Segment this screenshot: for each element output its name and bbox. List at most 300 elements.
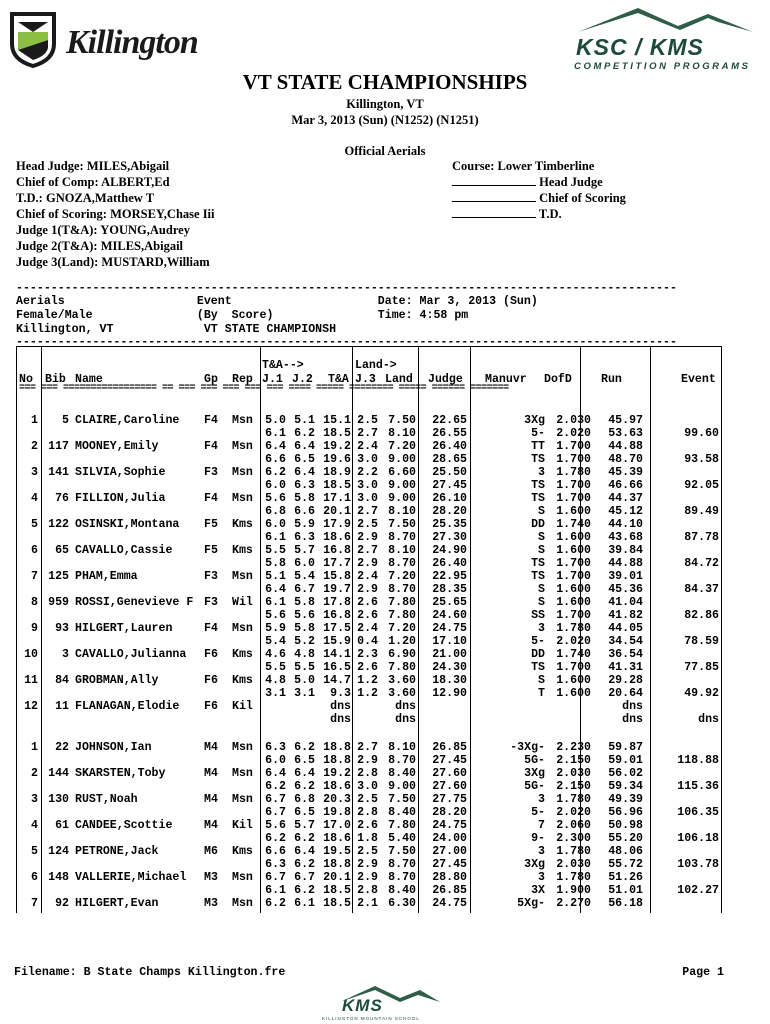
header-underline: === === ================= == === === === === === ==== ===== ======== ===== ====== ======= xyxy=(19,383,509,394)
run-judge: 24.60 xyxy=(432,609,467,622)
competitor-no: 10 xyxy=(24,648,38,661)
run-landsum: 1.20 xyxy=(388,635,416,648)
run-manuvr: T xyxy=(538,687,545,700)
run-j1: 6.1 xyxy=(265,884,286,897)
run-run: 45.36 xyxy=(608,583,643,596)
official-chief-of-scoring: Chief of Scoring: MORSEY,Chase Iii xyxy=(16,207,215,221)
run-landsum: dns xyxy=(395,700,416,713)
competitor-gp: F6 xyxy=(204,700,218,713)
run-tasum: 19.8 xyxy=(323,806,351,819)
run-dofd: 2.060 xyxy=(556,819,591,832)
competitor-event-score: 93.58 xyxy=(684,453,719,466)
header-judge: Judge xyxy=(428,373,463,386)
run-tasum: 14.1 xyxy=(323,648,351,661)
run-j2: 6.4 xyxy=(294,440,315,453)
run-run: dns xyxy=(622,700,643,713)
competitor-rep: Msn xyxy=(232,492,253,505)
run-manuvr: S xyxy=(538,544,545,557)
run-manuvr: 3 xyxy=(538,466,545,479)
run-landsum: 8.70 xyxy=(388,583,416,596)
run-tasum: 17.9 xyxy=(323,518,351,531)
run-tasum: 19.2 xyxy=(323,767,351,780)
run-landsum: 8.70 xyxy=(388,754,416,767)
run-manuvr: 5- xyxy=(531,806,545,819)
run-j1: 5.5 xyxy=(265,544,286,557)
competitor-event-score: 118.88 xyxy=(677,754,719,767)
run-tasum: 19.7 xyxy=(323,583,351,596)
competitor-rep: Msn xyxy=(232,414,253,427)
run-manuvr: 3Xg xyxy=(524,414,545,427)
run-manuvr: -3Xg- xyxy=(510,741,545,754)
run-tasum: 17.8 xyxy=(323,596,351,609)
run-j3: 2.9 xyxy=(357,871,378,884)
competitor-gp: F3 xyxy=(204,570,218,583)
run-judge: 26.55 xyxy=(432,427,467,440)
run-j2: 6.7 xyxy=(294,583,315,596)
run-j3: 2.8 xyxy=(357,767,378,780)
run-j1: 6.1 xyxy=(265,531,286,544)
header-j3: J.3 xyxy=(355,373,376,386)
run-dofd: 1.740 xyxy=(556,648,591,661)
signature-td: T.D. xyxy=(452,206,626,222)
run-tasum: 17.5 xyxy=(323,622,351,635)
header-manuvr: Manuvr xyxy=(485,373,527,386)
run-manuvr: 5- xyxy=(531,427,545,440)
run-tasum: 17.7 xyxy=(323,557,351,570)
run-manuvr: SS xyxy=(531,609,545,622)
run-j3: 2.7 xyxy=(357,544,378,557)
run-landsum: 7.20 xyxy=(388,622,416,635)
run-dofd: 1.600 xyxy=(556,674,591,687)
run-manuvr: DD xyxy=(531,648,545,661)
run-judge: 22.65 xyxy=(432,414,467,427)
run-j2: 6.4 xyxy=(294,845,315,858)
competitor-rep: Kms xyxy=(232,518,253,531)
run-j3: 2.4 xyxy=(357,570,378,583)
header-gp: Gp xyxy=(204,373,218,386)
competitor-rep: Msn xyxy=(232,466,253,479)
competitor-rep: Kms xyxy=(232,648,253,661)
run-j2: 5.4 xyxy=(294,570,315,583)
run-landsum: 8.70 xyxy=(388,858,416,871)
competitor-event-score: dns xyxy=(698,713,719,726)
run-run: 39.84 xyxy=(608,544,643,557)
competitor-bib: 959 xyxy=(48,596,69,609)
competitor-gp: F6 xyxy=(204,674,218,687)
run-run: 36.54 xyxy=(608,648,643,661)
run-manuvr: DD xyxy=(531,518,545,531)
run-j3: 1.2 xyxy=(357,687,378,700)
run-j2: 6.6 xyxy=(294,505,315,518)
meta-line-1: Aerials Event Date: Mar 3, 2013 (Sun) xyxy=(16,295,538,308)
run-dofd: 2.230 xyxy=(556,741,591,754)
signature-chief-of-scoring: Chief of Scoring xyxy=(452,190,626,206)
run-judge: 24.30 xyxy=(432,661,467,674)
ksc-kms-logo-text: KSC / KMS xyxy=(576,34,704,60)
competitor-bib: 148 xyxy=(48,871,69,884)
competitor-name: CAVALLO,Julianna xyxy=(75,648,187,661)
run-manuvr: TT xyxy=(531,440,545,453)
competitor-no: 7 xyxy=(31,570,38,583)
competitor-bib: 5 xyxy=(62,414,69,427)
competitor-no: 4 xyxy=(31,492,38,505)
run-j2: 5.9 xyxy=(294,518,315,531)
run-j3: 2.9 xyxy=(357,858,378,871)
run-judge: 28.80 xyxy=(432,871,467,884)
run-j3: 2.9 xyxy=(357,583,378,596)
event-name: Official Aerials xyxy=(344,144,426,158)
page-number: Page 1 xyxy=(682,966,724,979)
run-manuvr: TS xyxy=(531,570,545,583)
run-manuvr: 5G- xyxy=(524,754,545,767)
run-j1: 4.8 xyxy=(265,674,286,687)
run-dofd: 1.700 xyxy=(556,570,591,583)
competitor-rep: Msn xyxy=(232,741,253,754)
run-manuvr: 3X xyxy=(531,884,545,897)
run-j1: 6.1 xyxy=(265,596,286,609)
run-landsum: dns xyxy=(395,713,416,726)
run-dofd: 2.020 xyxy=(556,427,591,440)
run-dofd: 1.600 xyxy=(556,531,591,544)
run-judge: 26.85 xyxy=(432,741,467,754)
header-bib: Bib xyxy=(45,373,66,386)
run-j2: 5.8 xyxy=(294,492,315,505)
run-run: 44.10 xyxy=(608,518,643,531)
run-run: 59.87 xyxy=(608,741,643,754)
run-dofd: 1.900 xyxy=(556,884,591,897)
run-j1: 6.7 xyxy=(265,871,286,884)
competitor-name: PHAM,Emma xyxy=(75,570,138,583)
competitor-event-score: 99.60 xyxy=(684,427,719,440)
competitor-bib: 92 xyxy=(55,897,69,910)
competitor-rep: Msn xyxy=(232,897,253,910)
run-dofd: 2.300 xyxy=(556,832,591,845)
run-j3: 2.8 xyxy=(357,806,378,819)
header-no: No xyxy=(19,373,33,386)
run-manuvr: 5G- xyxy=(524,780,545,793)
header-name: Name xyxy=(75,373,103,386)
run-landsum: 9.00 xyxy=(388,780,416,793)
run-j2: 6.1 xyxy=(294,897,315,910)
run-run: 55.20 xyxy=(608,832,643,845)
run-manuvr: 7 xyxy=(538,819,545,832)
competitor-name: RUST,Noah xyxy=(75,793,138,806)
footer-filename: Filename: B State Champs Killington.fre xyxy=(14,966,286,979)
competitor-bib: 61 xyxy=(55,819,69,832)
run-j2: 6.4 xyxy=(294,466,315,479)
run-landsum: 6.90 xyxy=(388,648,416,661)
run-j1: 4.6 xyxy=(265,648,286,661)
run-dofd: 1.740 xyxy=(556,518,591,531)
run-dofd: 1.600 xyxy=(556,505,591,518)
run-judge: 26.10 xyxy=(432,492,467,505)
run-dofd: 2.150 xyxy=(556,754,591,767)
official-td: T.D.: GNOZA,Matthew T xyxy=(16,191,155,205)
run-landsum: 8.10 xyxy=(388,741,416,754)
run-run: 56.96 xyxy=(608,806,643,819)
header-land-group: Land-> xyxy=(355,359,397,372)
competitor-bib: 11 xyxy=(55,700,69,713)
run-j1: 5.4 xyxy=(265,635,286,648)
run-j3: 2.8 xyxy=(357,884,378,897)
competitor-gp: F4 xyxy=(204,492,218,505)
run-landsum: 6.30 xyxy=(388,897,416,910)
competitor-rep: Kil xyxy=(232,819,253,832)
run-landsum: 7.80 xyxy=(388,661,416,674)
run-j2: 6.2 xyxy=(294,884,315,897)
run-j3: 2.5 xyxy=(357,793,378,806)
run-run: 48.70 xyxy=(608,453,643,466)
run-j1: 6.0 xyxy=(265,479,286,492)
official-judge-2: Judge 2(T&A): MILES,Abigail xyxy=(16,239,184,253)
run-manuvr: TS xyxy=(531,479,545,492)
run-dofd: 1.600 xyxy=(556,583,591,596)
run-j1: 5.0 xyxy=(265,414,286,427)
killington-logo xyxy=(8,10,198,70)
competitor-rep: Msn xyxy=(232,871,253,884)
run-j1: 6.0 xyxy=(265,518,286,531)
run-j1: 6.4 xyxy=(265,583,286,596)
header-dofd: DofD xyxy=(544,373,572,386)
run-run: 46.66 xyxy=(608,479,643,492)
run-manuvr: TS xyxy=(531,453,545,466)
run-j1: 6.2 xyxy=(265,832,286,845)
run-dofd: 1.780 xyxy=(556,845,591,858)
run-j3: 2.1 xyxy=(357,897,378,910)
run-j2: 6.3 xyxy=(294,479,315,492)
killington-shield-icon xyxy=(8,10,58,68)
run-judge: 28.20 xyxy=(432,806,467,819)
run-dofd: 1.700 xyxy=(556,557,591,570)
run-landsum: 8.70 xyxy=(388,557,416,570)
run-run: 44.88 xyxy=(608,440,643,453)
run-tasum: 18.5 xyxy=(323,897,351,910)
competitor-name: CAVALLO,Cassie xyxy=(75,544,173,557)
official-judge-3: Judge 3(Land): MUSTARD,William xyxy=(16,255,210,269)
run-j1: 5.1 xyxy=(265,570,286,583)
run-j2: 6.5 xyxy=(294,806,315,819)
run-judge: 28.20 xyxy=(432,505,467,518)
competitor-bib: 84 xyxy=(55,674,69,687)
competitor-bib: 93 xyxy=(55,622,69,635)
run-judge: 28.65 xyxy=(432,453,467,466)
meta-line-3: Killington, VT VT STATE CHAMPIONSH xyxy=(16,323,337,336)
run-j1: 6.6 xyxy=(265,845,286,858)
header-ta-group: T&A--> xyxy=(262,359,304,372)
competitor-event-score: 102.27 xyxy=(677,884,719,897)
competitor-no: 6 xyxy=(31,871,38,884)
competitor-gp: F6 xyxy=(204,648,218,661)
run-manuvr: 5Xg- xyxy=(517,897,545,910)
run-landsum: 5.40 xyxy=(388,832,416,845)
competitor-rep: Kil xyxy=(232,700,253,713)
run-j2: 6.7 xyxy=(294,871,315,884)
page-title: VT STATE CHAMPIONSHIPS xyxy=(242,70,528,94)
run-j1: 6.4 xyxy=(265,440,286,453)
run-j3: 2.7 xyxy=(357,427,378,440)
run-j2: 5.8 xyxy=(294,622,315,635)
run-j3: 2.2 xyxy=(357,466,378,479)
competitor-name: HILGERT,Lauren xyxy=(75,622,173,635)
competitor-rep: Msn xyxy=(232,793,253,806)
run-tasum: 18.8 xyxy=(323,741,351,754)
run-judge: 27.75 xyxy=(432,793,467,806)
run-manuvr: S xyxy=(538,583,545,596)
run-j1: 5.6 xyxy=(265,609,286,622)
run-landsum: 7.80 xyxy=(388,596,416,609)
run-landsum: 9.00 xyxy=(388,479,416,492)
run-judge: 26.85 xyxy=(432,884,467,897)
competitor-no: 7 xyxy=(31,897,38,910)
run-dofd: 2.030 xyxy=(556,767,591,780)
run-judge: 27.60 xyxy=(432,780,467,793)
run-manuvr: S xyxy=(538,596,545,609)
run-dofd: 1.780 xyxy=(556,466,591,479)
run-run: 45.97 xyxy=(608,414,643,427)
run-run: 56.02 xyxy=(608,767,643,780)
run-j1: 6.3 xyxy=(265,741,286,754)
run-run: 59.34 xyxy=(608,780,643,793)
run-j2: 5.1 xyxy=(294,414,315,427)
divider-bottom: ----------------------------------------------------------------------------------------------- xyxy=(16,336,677,349)
run-tasum: 14.7 xyxy=(323,674,351,687)
competitor-event-score: 49.92 xyxy=(684,687,719,700)
competitor-gp: M6 xyxy=(204,845,218,858)
run-landsum: 8.40 xyxy=(388,806,416,819)
run-manuvr: 3Xg xyxy=(524,767,545,780)
run-judge: 18.30 xyxy=(432,674,467,687)
run-landsum: 8.70 xyxy=(388,871,416,884)
run-manuvr: 3 xyxy=(538,793,545,806)
run-landsum: 7.80 xyxy=(388,819,416,832)
competitor-gp: F4 xyxy=(204,622,218,635)
competitor-rep: Msn xyxy=(232,570,253,583)
run-run: 45.39 xyxy=(608,466,643,479)
run-j3: 2.4 xyxy=(357,622,378,635)
header-land-sum: Land xyxy=(385,373,413,386)
run-j2: 5.0 xyxy=(294,674,315,687)
competitor-name: SILVIA,Sophie xyxy=(75,466,166,479)
competitor-no: 3 xyxy=(31,466,38,479)
run-judge: 12.90 xyxy=(432,687,467,700)
run-tasum: 15.1 xyxy=(323,414,351,427)
course-name: Course: Lower Timberline xyxy=(452,159,595,173)
kms-logo-sub: KILLINGTON MOUNTAIN SCHOOL xyxy=(322,1016,420,1021)
competitor-bib: 117 xyxy=(48,440,69,453)
competitor-bib: 141 xyxy=(48,466,69,479)
course-block xyxy=(452,158,626,222)
run-run: 43.68 xyxy=(608,531,643,544)
competitor-event-score: 84.37 xyxy=(684,583,719,596)
run-run: 51.26 xyxy=(608,871,643,884)
run-j2: 6.2 xyxy=(294,741,315,754)
run-tasum: 18.9 xyxy=(323,466,351,479)
run-j3: 1.8 xyxy=(357,832,378,845)
competitor-no: 12 xyxy=(24,700,38,713)
run-manuvr: S xyxy=(538,674,545,687)
run-j2: 5.8 xyxy=(294,596,315,609)
run-j2: 5.7 xyxy=(294,819,315,832)
run-judge: 24.75 xyxy=(432,897,467,910)
run-manuvr: 3 xyxy=(538,871,545,884)
competitor-gp: F4 xyxy=(204,440,218,453)
run-dofd: 2.020 xyxy=(556,635,591,648)
run-j1: 5.6 xyxy=(265,819,286,832)
run-j3: 1.2 xyxy=(357,674,378,687)
run-j3: 0.4 xyxy=(357,635,378,648)
run-judge: 27.45 xyxy=(432,479,467,492)
competitor-name: HILGERT,Evan xyxy=(75,897,159,910)
run-judge: 27.45 xyxy=(432,858,467,871)
mountain-icon xyxy=(568,4,758,34)
competitor-name: SKARSTEN,Toby xyxy=(75,767,166,780)
run-judge: 24.90 xyxy=(432,544,467,557)
run-run: dns xyxy=(622,713,643,726)
run-landsum: 9.00 xyxy=(388,453,416,466)
run-j2: 6.8 xyxy=(294,793,315,806)
run-j1: 6.3 xyxy=(265,858,286,871)
run-j1: 5.5 xyxy=(265,661,286,674)
run-tasum: 16.5 xyxy=(323,661,351,674)
competitor-rep: Kms xyxy=(232,674,253,687)
official-judge-1: Judge 1(T&A): YOUNG,Audrey xyxy=(16,223,190,237)
competitor-gp: M4 xyxy=(204,793,218,806)
results-table xyxy=(16,346,722,913)
header-event: Event xyxy=(681,373,716,386)
run-tasum: 17.0 xyxy=(323,819,351,832)
divider-top: ----------------------------------------------------------------------------------------------- xyxy=(16,282,677,295)
competitor-event-score: 115.36 xyxy=(677,780,719,793)
competitor-event-score: 84.72 xyxy=(684,557,719,570)
run-run: 55.72 xyxy=(608,858,643,871)
run-tasum: 19.2 xyxy=(323,440,351,453)
run-judge: 28.35 xyxy=(432,583,467,596)
competitor-bib: 65 xyxy=(55,544,69,557)
competitor-name: ROSSI,Genevieve F xyxy=(75,596,194,609)
competitor-name: JOHNSON,Ian xyxy=(75,741,152,754)
run-j3: 2.6 xyxy=(357,819,378,832)
competitor-gp: F3 xyxy=(204,466,218,479)
competitor-no: 6 xyxy=(31,544,38,557)
competitor-name: MOONEY,Emily xyxy=(75,440,159,453)
competitor-bib: 130 xyxy=(48,793,69,806)
official-chief-of-comp: Chief of Comp: ALBERT,Ed xyxy=(16,175,170,189)
run-tasum: 17.1 xyxy=(323,492,351,505)
competitor-name: OSINSKI,Montana xyxy=(75,518,180,531)
competitor-no: 2 xyxy=(31,767,38,780)
run-run: 59.01 xyxy=(608,754,643,767)
competitor-gp: F5 xyxy=(204,518,218,531)
run-tasum: 19.5 xyxy=(323,845,351,858)
run-j3: 3.0 xyxy=(357,453,378,466)
run-landsum: 7.50 xyxy=(388,845,416,858)
run-tasum: 18.6 xyxy=(323,780,351,793)
run-landsum: 3.60 xyxy=(388,687,416,700)
run-tasum: 20.1 xyxy=(323,505,351,518)
run-tasum: 19.6 xyxy=(323,453,351,466)
run-dofd: 1.700 xyxy=(556,453,591,466)
run-run: 44.37 xyxy=(608,492,643,505)
run-judge: 27.00 xyxy=(432,845,467,858)
header-ta-sum: T&A xyxy=(328,373,349,386)
competitor-no: 3 xyxy=(31,793,38,806)
run-j3: 2.7 xyxy=(357,741,378,754)
competitor-gp: F3 xyxy=(204,596,218,609)
run-j2: 3.1 xyxy=(294,687,315,700)
run-run: 41.82 xyxy=(608,609,643,622)
run-j1: 6.7 xyxy=(265,793,286,806)
competitor-bib: 124 xyxy=(48,845,69,858)
